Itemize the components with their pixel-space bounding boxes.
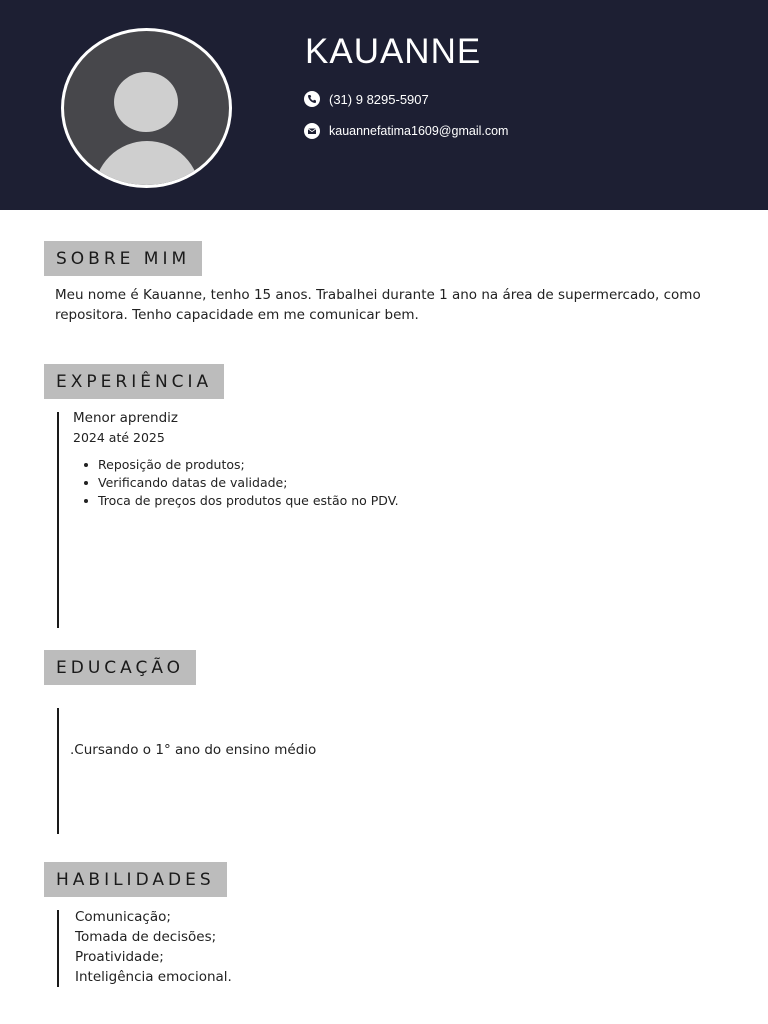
job-period: 2024 até 2025 xyxy=(73,430,165,445)
list-item: Reposição de produtos; xyxy=(98,456,399,474)
skills-divider xyxy=(57,910,59,987)
section-title-education: EDUCAÇÃO xyxy=(44,650,196,685)
list-item: Comunicação; xyxy=(75,909,171,925)
education-divider xyxy=(57,708,59,834)
list-item: Verificando datas de validade; xyxy=(98,474,399,492)
education-text: .Cursando o 1° ano do ensino médio xyxy=(70,742,317,758)
phone-icon xyxy=(304,91,320,107)
skills-list xyxy=(75,907,232,987)
job-task-list xyxy=(98,456,399,510)
section-title-about: SOBRE MIM xyxy=(44,241,202,276)
phone-number[interactable]: (31) 9 8295-5907 xyxy=(329,91,429,107)
experience-divider xyxy=(57,412,59,628)
email-contact xyxy=(304,123,508,139)
list-item: Inteligência emocional. xyxy=(75,969,232,985)
phone-contact xyxy=(304,91,429,107)
resume-header xyxy=(0,0,768,210)
list-item: Tomada de decisões; xyxy=(75,929,217,945)
section-title-skills: HABILIDADES xyxy=(44,862,227,897)
candidate-name: KAUANNE xyxy=(305,32,482,71)
email-address[interactable]: kauannefatima1609@gmail.com xyxy=(329,124,509,138)
avatar xyxy=(61,28,232,188)
about-text: Meu nome é Kauanne, tenho 15 anos. Trabalhei durante 1 ano na área de supermercado, como repositora. Tenho capacidade em me comunicar bem. xyxy=(55,287,701,323)
section-title-experience: EXPERIÊNCIA xyxy=(44,364,224,399)
avatar-head-shape xyxy=(114,72,178,132)
list-item: Troca de preços dos produtos que estão no PDV. xyxy=(98,493,399,508)
avatar-body-shape xyxy=(94,141,200,188)
envelope-icon xyxy=(304,123,320,139)
job-title: Menor aprendiz xyxy=(73,410,178,426)
list-item: Proatividade; xyxy=(75,949,164,965)
